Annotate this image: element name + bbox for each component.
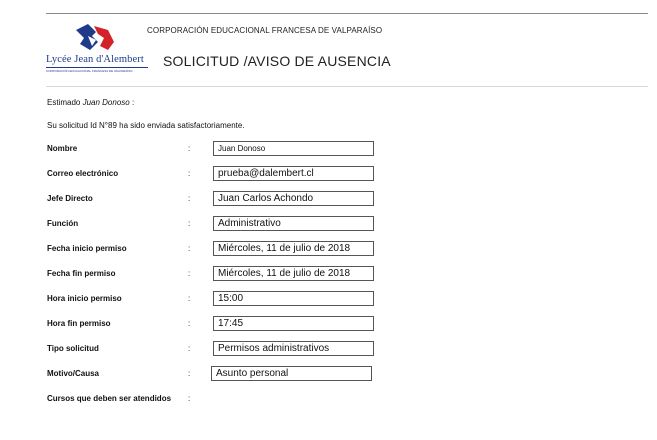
page-title: SOLICITUD /AVISO DE AUSENCIA <box>163 53 391 69</box>
field-separator: : <box>188 219 191 228</box>
field-label: Función <box>47 219 79 228</box>
top-divider <box>46 13 648 14</box>
logo-wordmark: Lycée Jean d'Alembert <box>46 54 144 65</box>
school-logo <box>46 22 150 74</box>
field-separator: : <box>188 244 191 253</box>
field-separator: : <box>188 394 191 403</box>
corporation-name: CORPORACIÓN EDUCACIONAL FRANCESA DE VALPARAÍSO <box>147 26 383 35</box>
funcion-field[interactable]: Administrativo <box>213 216 374 231</box>
tipo-solicitud-field[interactable]: Permisos administrativos <box>213 341 374 356</box>
field-label: Tipo solicitud <box>47 344 99 353</box>
field-label: Jefe Directo <box>47 194 93 203</box>
logo-underline <box>46 67 148 68</box>
field-separator: : <box>188 369 191 378</box>
field-label: Nombre <box>47 144 78 153</box>
confirmation-message: Su solicitud Id N°89 ha sido enviada satisfactoriamente. <box>47 121 245 130</box>
field-separator: : <box>188 169 191 178</box>
greeting-name: Juan Donoso <box>82 98 130 107</box>
field-row-fecha-fin <box>47 266 387 282</box>
field-label: Fecha fin permiso <box>47 269 116 278</box>
field-separator: : <box>188 319 191 328</box>
field-row-funcion <box>47 216 387 232</box>
field-separator: : <box>188 194 191 203</box>
fecha-fin-field[interactable]: Miércoles, 11 de julio de 2018 <box>213 266 374 281</box>
greeting-suffix: : <box>129 98 135 107</box>
field-label: Hora inicio permiso <box>47 294 122 303</box>
field-label: Motivo/Causa <box>47 369 100 378</box>
motivo-field[interactable]: Asunto personal <box>211 366 372 381</box>
logo-subtitle: CORPORACIÓN EDUCACIONAL FRANCESA DE VALPARAÍSO <box>46 69 133 73</box>
field-row-correo <box>47 166 387 182</box>
field-row-motivo <box>47 366 387 382</box>
field-row-hora-fin <box>47 316 387 332</box>
email-field[interactable]: prueba@dalembert.cl <box>213 166 374 181</box>
field-separator: : <box>188 269 191 278</box>
jefe-directo-field[interactable]: Juan Carlos Achondo <box>213 191 374 206</box>
field-separator: : <box>188 344 191 353</box>
field-row-nombre <box>47 141 387 157</box>
field-row-hora-inicio <box>47 291 387 307</box>
field-row-tipo <box>47 341 387 357</box>
field-label: Correo electrónico <box>47 169 119 178</box>
field-separator: : <box>188 294 191 303</box>
hora-fin-field[interactable]: 17:45 <box>213 316 374 331</box>
fecha-inicio-field[interactable]: Miércoles, 11 de julio de 2018 <box>213 241 374 256</box>
field-label: Cursos que deben ser atendidos <box>47 394 172 403</box>
field-label: Hora fin permiso <box>47 319 111 328</box>
header-divider <box>46 86 648 87</box>
greeting-prefix: Estimado <box>47 98 83 107</box>
field-row-jefe <box>47 191 387 207</box>
field-row-fecha-inicio <box>47 241 387 257</box>
field-label: Fecha inicio permiso <box>47 244 127 253</box>
nombre-field[interactable]: Juan Donoso <box>213 141 374 156</box>
field-row-cursos <box>47 391 387 407</box>
lycee-emblem-icon <box>74 22 118 54</box>
greeting <box>47 98 134 107</box>
field-separator: : <box>188 144 191 153</box>
hora-inicio-field[interactable]: 15:00 <box>213 291 374 306</box>
